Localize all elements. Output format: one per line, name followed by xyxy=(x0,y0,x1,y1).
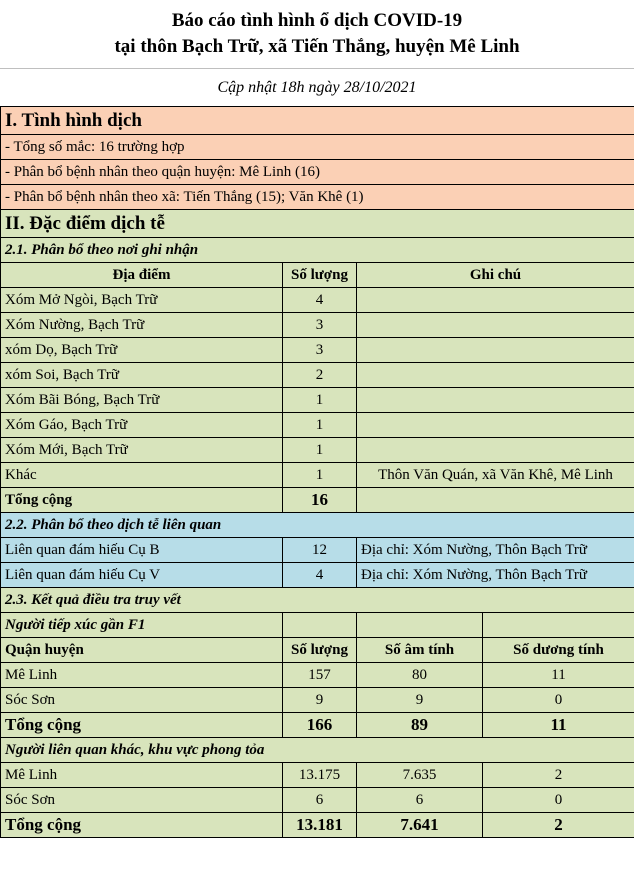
cluster-label: Liên quan đám hiếu Cụ B xyxy=(1,538,283,563)
section1-line xyxy=(1,135,634,160)
f1-title: Người tiếp xúc gần F1 xyxy=(1,613,283,638)
f1-total-label: Tổng cộng xyxy=(1,713,283,738)
empty-cell xyxy=(483,613,634,638)
count-cell: 3 xyxy=(283,313,357,338)
note-cell xyxy=(357,313,634,338)
commune-distribution-text: - Phân bổ bệnh nhân theo xã: Tiến Thắng (15); Văn Khê (1) xyxy=(1,185,634,210)
sub2-title-row xyxy=(1,513,634,538)
cluster-count: 4 xyxy=(283,563,357,588)
report-header xyxy=(0,0,634,68)
table-row xyxy=(1,463,634,488)
section1-title: I. Tình hình dịch xyxy=(1,107,634,135)
sub1-header-row xyxy=(1,263,634,288)
report-table xyxy=(0,106,634,838)
section2-title-row xyxy=(1,210,634,238)
note-cell: Thôn Văn Quán, xã Văn Khê, Mê Linh xyxy=(357,463,634,488)
section2-title: II. Đặc điểm dịch tễ xyxy=(1,210,634,238)
report-title-line2: tại thôn Bạch Trữ, xã Tiến Thắng, huyện Mê Linh xyxy=(114,36,520,57)
place-cell: Xóm Mở Ngòi, Bạch Trữ xyxy=(1,288,283,313)
place-cell: xóm Soi, Bạch Trữ xyxy=(1,363,283,388)
other-title-row xyxy=(1,738,634,763)
count-cell: 1 xyxy=(283,388,357,413)
quantity-cell: 9 xyxy=(283,688,357,713)
district-cell: Sóc Sơn xyxy=(1,688,283,713)
cluster-note: Địa chỉ: Xóm Nường, Thôn Bạch Trữ xyxy=(357,563,634,588)
positive-cell: 0 xyxy=(483,688,634,713)
table-row xyxy=(1,663,634,688)
other-total-quantity: 13.181 xyxy=(283,813,357,838)
table-row xyxy=(1,363,634,388)
note-cell xyxy=(357,388,634,413)
table-row xyxy=(1,763,634,788)
section1-line xyxy=(1,185,634,210)
sub3-title: 2.3. Kết quả điều tra truy vết xyxy=(1,588,634,613)
note-header: Ghi chú xyxy=(357,263,634,288)
other-total-row xyxy=(1,813,634,838)
table-row xyxy=(1,563,634,588)
empty-cell xyxy=(357,613,483,638)
count-header: Số lượng xyxy=(283,263,357,288)
note-cell xyxy=(357,438,634,463)
other-total-positive: 2 xyxy=(483,813,634,838)
sub1-title: 2.1. Phân bổ theo nơi ghi nhận xyxy=(1,238,634,263)
quantity-cell: 157 xyxy=(283,663,357,688)
other-total-negative: 7.641 xyxy=(357,813,483,838)
count-cell: 4 xyxy=(283,288,357,313)
f1-title-row xyxy=(1,613,634,638)
district-header: Quận huyện xyxy=(1,638,283,663)
section1-title-row xyxy=(1,107,634,135)
f1-total-row xyxy=(1,713,634,738)
district-cell: Sóc Sơn xyxy=(1,788,283,813)
note-cell xyxy=(357,363,634,388)
report-title-line1: Báo cáo tình hình ổ dịch COVID-19 xyxy=(171,10,463,31)
count-cell: 1 xyxy=(283,438,357,463)
count-cell: 3 xyxy=(283,338,357,363)
total-note xyxy=(357,488,634,513)
table-row xyxy=(1,688,634,713)
table-row xyxy=(1,413,634,438)
table-row xyxy=(1,313,634,338)
note-cell xyxy=(357,288,634,313)
quantity-header: Số lượng xyxy=(283,638,357,663)
quantity-cell: 13.175 xyxy=(283,763,357,788)
negative-cell: 9 xyxy=(357,688,483,713)
sub2-title: 2.2. Phân bổ theo dịch tễ liên quan xyxy=(1,513,634,538)
count-cell: 1 xyxy=(283,463,357,488)
f1-header-row xyxy=(1,638,634,663)
sub3-title-row xyxy=(1,588,634,613)
table-row xyxy=(1,338,634,363)
sub1-total-row xyxy=(1,488,634,513)
other-title: Người liên quan khác, khu vực phong tỏa xyxy=(1,738,634,763)
f1-total-negative: 89 xyxy=(357,713,483,738)
district-cell: Mê Linh xyxy=(1,763,283,788)
place-header: Địa điểm xyxy=(1,263,283,288)
cluster-label: Liên quan đám hiếu Cụ V xyxy=(1,563,283,588)
cluster-count: 12 xyxy=(283,538,357,563)
table-row xyxy=(1,288,634,313)
district-cell: Mê Linh xyxy=(1,663,283,688)
f1-total-positive: 11 xyxy=(483,713,634,738)
negative-cell: 7.635 xyxy=(357,763,483,788)
place-cell: Khác xyxy=(1,463,283,488)
count-cell: 1 xyxy=(283,413,357,438)
positive-cell: 0 xyxy=(483,788,634,813)
place-cell: xóm Dọ, Bạch Trữ xyxy=(1,338,283,363)
cluster-note: Địa chỉ: Xóm Nường, Thôn Bạch Trữ xyxy=(357,538,634,563)
positive-header: Số dương tính xyxy=(483,638,634,663)
positive-cell: 2 xyxy=(483,763,634,788)
negative-header: Số âm tính xyxy=(357,638,483,663)
district-distribution-text: - Phân bổ bệnh nhân theo quận huyện: Mê Linh (16) xyxy=(1,160,634,185)
count-cell: 2 xyxy=(283,363,357,388)
place-cell: Xóm Gáo, Bạch Trữ xyxy=(1,413,283,438)
f1-total-quantity: 166 xyxy=(283,713,357,738)
empty-cell xyxy=(283,613,357,638)
positive-cell: 11 xyxy=(483,663,634,688)
total-label: Tổng cộng xyxy=(1,488,283,513)
table-row xyxy=(1,388,634,413)
total-value: 16 xyxy=(283,488,357,513)
note-cell xyxy=(357,338,634,363)
place-cell: Xóm Nường, Bạch Trữ xyxy=(1,313,283,338)
update-timestamp: Cập nhật 18h ngày 28/10/2021 xyxy=(0,68,634,106)
table-row xyxy=(1,538,634,563)
place-cell: Xóm Bãi Bóng, Bạch Trữ xyxy=(1,388,283,413)
table-row xyxy=(1,788,634,813)
section1-line xyxy=(1,160,634,185)
quantity-cell: 6 xyxy=(283,788,357,813)
other-total-label: Tổng cộng xyxy=(1,813,283,838)
negative-cell: 80 xyxy=(357,663,483,688)
total-cases-text: - Tổng số mắc: 16 trường hợp xyxy=(1,135,634,160)
sub1-title-row xyxy=(1,238,634,263)
place-cell: Xóm Mới, Bạch Trữ xyxy=(1,438,283,463)
note-cell xyxy=(357,413,634,438)
negative-cell: 6 xyxy=(357,788,483,813)
table-row xyxy=(1,438,634,463)
